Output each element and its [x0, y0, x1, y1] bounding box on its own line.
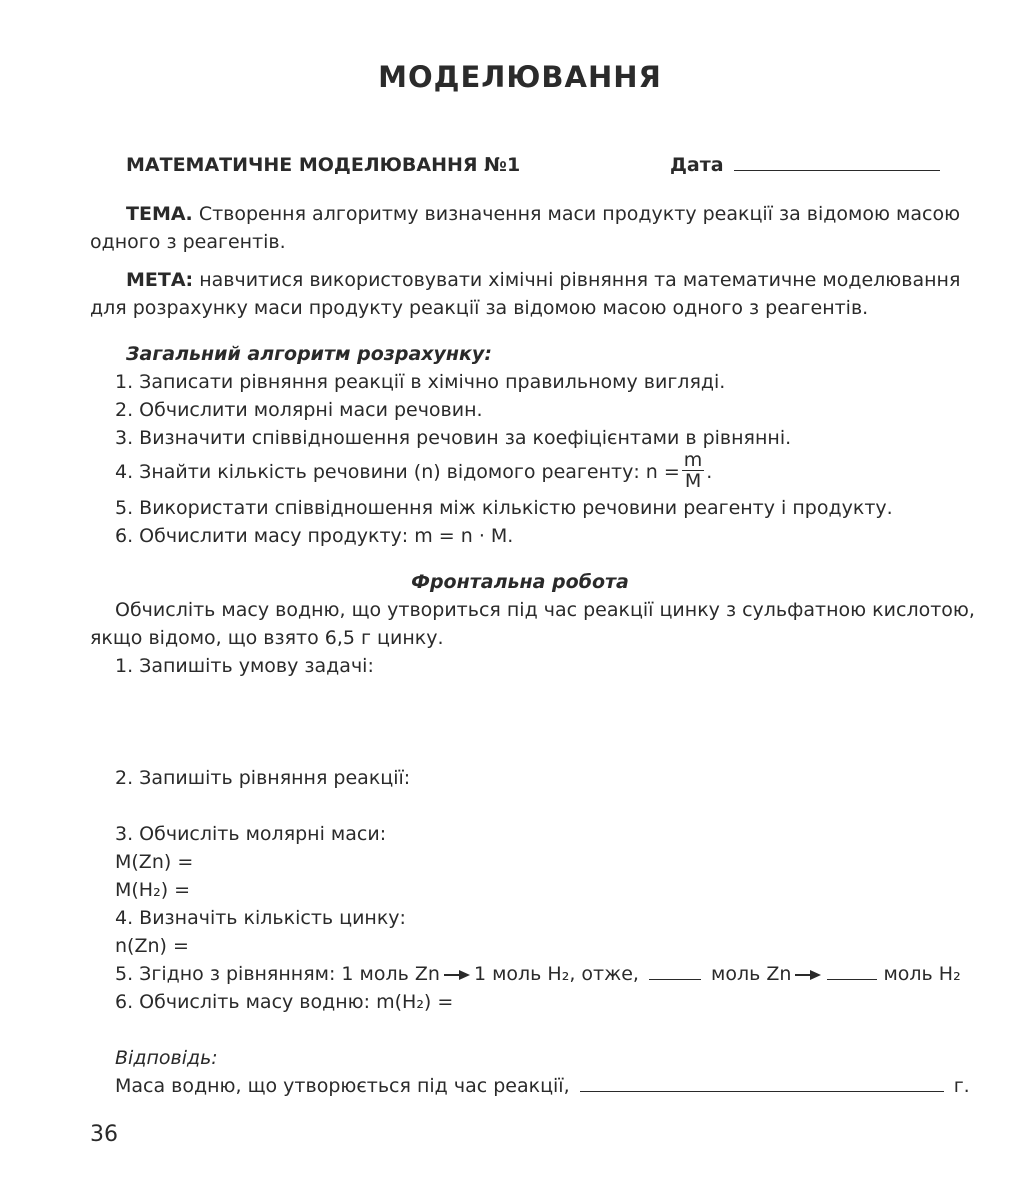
answer-unit: г. [953, 1075, 970, 1097]
frontal-heading: Фронтальна робота [411, 571, 629, 593]
mol-h2-blank[interactable] [827, 979, 877, 980]
algorithm-step-4-end: . [706, 461, 713, 483]
molar-mass-h2: M(H₂) = [115, 879, 191, 901]
answer-label: Відповідь: [115, 1047, 218, 1069]
question-5-part-b: 1 моль H₂, отже, [473, 963, 639, 985]
algorithm-step-4-text: 4. Знайти кількість речовини (n) відомого реагенту: n = [115, 461, 680, 483]
page-title: МОДЕЛЮВАННЯ [378, 60, 662, 94]
goal-label: МЕТА: [126, 269, 194, 291]
fraction-denominator: M [684, 470, 702, 492]
question-2: 2. Запишіть рівняння реакції: [115, 767, 411, 789]
topic-text-2: одного з реагентів. [90, 231, 286, 253]
reaction-arrow-icon [443, 969, 471, 981]
amount-zn: n(Zn) = [115, 935, 189, 957]
algorithm-step-6: 6. Обчислити масу продукту: m = n · M. [115, 525, 514, 547]
date-blank[interactable] [734, 170, 940, 171]
goal-text-1: навчитися використовувати хімічні рівняння та математичне моделювання [199, 269, 961, 291]
algorithm-step-2: 2. Обчислити молярні маси речовин. [115, 399, 483, 421]
question-3: 3. Обчисліть молярні маси: [115, 823, 387, 845]
goal-line-1 [126, 266, 960, 294]
reaction-arrow-icon [794, 969, 822, 981]
worksheet-heading: МАТЕМАТИЧНЕ МОДЕЛЮВАННЯ №1 [126, 154, 521, 176]
question-4: 4. Визначіть кількість цинку: [115, 907, 406, 929]
question-5-part-d: моль H₂ [883, 963, 961, 985]
date-label: Дата [670, 154, 724, 176]
date-field [670, 154, 940, 176]
mol-zn-blank[interactable] [649, 979, 701, 980]
mass-over-molar-fraction [682, 450, 705, 491]
answer-line [115, 1072, 970, 1100]
question-5 [115, 960, 961, 988]
topic-line-1 [126, 200, 960, 228]
algorithm-step-5: 5. Використати співвідношення між кількістю речовини реагенту і продукту. [115, 497, 893, 519]
page-number: 36 [90, 1122, 118, 1147]
question-5-part-c: моль Zn [711, 963, 792, 985]
question-1: 1. Запишіть умову задачі: [115, 655, 374, 677]
task-line-2: якщо відомо, що взято 6,5 г цинку. [90, 627, 444, 649]
fraction-numerator: m [683, 449, 703, 471]
answer-text: Маса водню, що утворюється під час реакції, [115, 1075, 570, 1097]
goal-text-2: для розрахунку маси продукту реакції за відомою масою одного з реагентів. [90, 297, 869, 319]
topic-text-1: Створення алгоритму визначення маси продукту реакції за відомою масою [198, 203, 961, 225]
algorithm-step-3: 3. Визначити співвідношення речовин за коефіцієнтами в рівнянні. [115, 427, 792, 449]
answer-blank[interactable] [580, 1091, 944, 1092]
algorithm-step-1: 1. Записати рівняння реакції в хімічно правильному вигляді. [115, 371, 726, 393]
task-line-1: Обчисліть масу водню, що утвориться під час реакції цинку з сульфатною кислотою, [115, 599, 975, 621]
question-5-part-a: 5. Згідно з рівнянням: 1 моль Zn [115, 963, 440, 985]
molar-mass-zn: M(Zn) = [115, 851, 194, 873]
topic-label: ТЕМА. [126, 203, 193, 225]
algorithm-step-4 [115, 449, 713, 493]
algorithm-heading: Загальний алгоритм розрахунку: [126, 343, 492, 365]
question-6: 6. Обчисліть масу водню: m(H₂) = [115, 991, 454, 1013]
